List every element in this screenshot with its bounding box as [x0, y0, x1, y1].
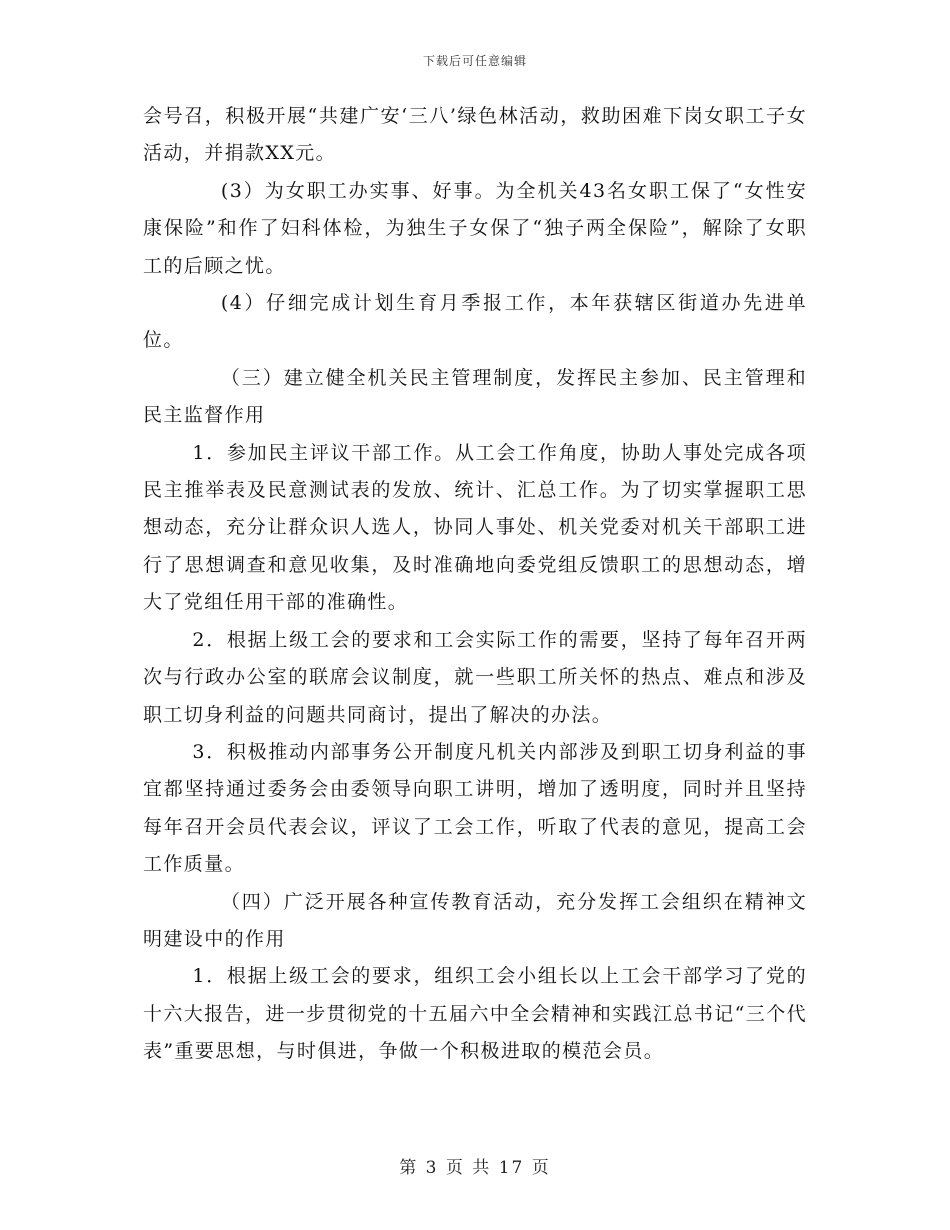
section-heading-4: （四）广泛开展各种宣传教育活动，充分发挥工会组织在精神文明建设中的作用: [143, 890, 807, 950]
paragraph-point-1: 1．参加民主评议干部工作。从工会工作角度，协助人事处完成各项民主推举表及民意测试表的发放、统计、汇总工作。为了切实掌握职工思想动态，充分让群众识人选人，协同人事处、机关党委对机关干部职工进行了思想调查和意见收集，及时准确地向委党组反馈职工的思想动态，增大了党组任用干部的准确性。: [143, 441, 807, 614]
paragraph-point-1-b: 1．根据上级工会的要求，组织工会小组长以上工会干部学习了党的十六大报告，进一步贯彻党的十五届六中全会精神和实践江总书记“三个代表”重要思想，与时俱进，争做一个积极进取的模范会员。: [143, 965, 807, 1063]
paragraph-point-3: 3．积极推动内部事务公开制度凡机关内部涉及到职工切身利益的事宜都坚持通过委务会由委领导向职工讲明，增加了透明度，同时并且坚持每年召开会员代表会议，评议了工会工作，听取了代表的意见，提高工会工作质量。: [143, 740, 807, 876]
paragraph-continuation: 会号召，积极开展“共建广安‘三八’绿色林活动，救助困难下岗女职工子女活动，并捐款XX元。: [143, 105, 807, 165]
document-body: [143, 98, 807, 1071]
section-heading-3: （三）建立健全机关民主管理制度，发挥民主参加、民主管理和民主监督作用: [143, 366, 807, 427]
paragraph-point-2: 2．根据上级工会的要求和工会实际工作的需要，坚持了每年召开两次与行政办公室的联席会议制度，就一些职工所关怀的热点、难点和涉及职工切身利益的问题共同商讨，提出了解决的办法。: [143, 628, 807, 726]
paragraph-item-3: (3）为女职工办实事、好事。为全机关43名女职工保了“女性安康保险”和作了妇科体检，为独生子女保了“独子两全保险”，解除了女职工的后顾之忧。: [143, 179, 807, 277]
page-header: 下载后可任意编辑: [422, 54, 527, 68]
page-number: 第 3 页 共 17 页: [399, 1158, 551, 1178]
paragraph-item-4: (4）仔细完成计划生育月季报工作，本年获辖区街道办先进单位。: [143, 292, 807, 352]
